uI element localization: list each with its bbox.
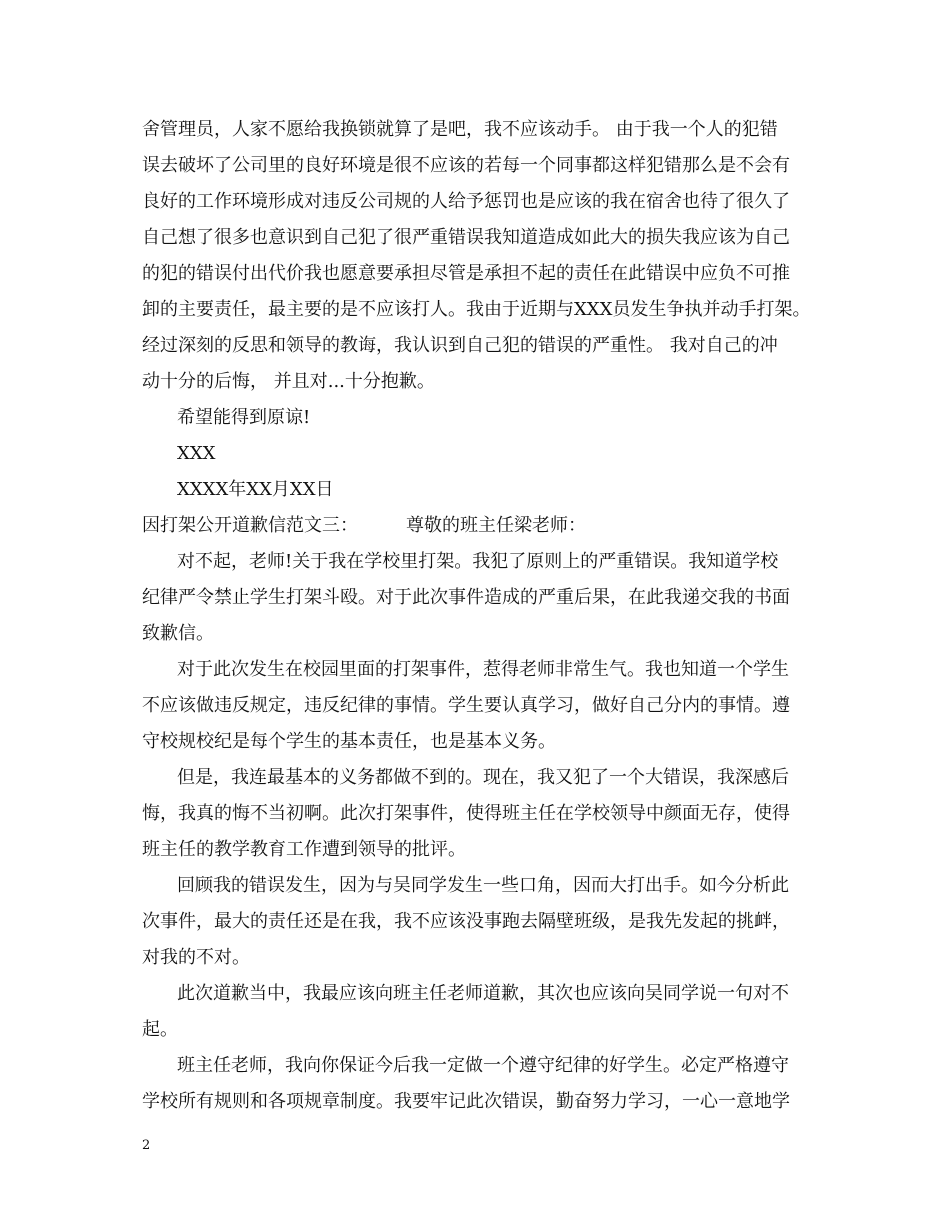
- text-line: 动十分的后悔， 并且对...十分抱歉。: [142, 371, 435, 392]
- closing-hope: 希望能得到原谅!: [177, 407, 311, 428]
- text-line: 但是，我连最基本的义务都做不到的。现在，我又犯了一个大错误，我深感后: [177, 767, 789, 788]
- paragraph: [142, 652, 817, 760]
- text-line: 班主任老师，我向你保证今后我一定做一个遵守纪律的好学生。必定严格遵守: [177, 1055, 789, 1076]
- paragraph: [142, 544, 817, 652]
- text-line: 次事件，最大的责任还是在我，我不应该没事跑去隔壁班级，是我先发起的挑衅，: [142, 911, 790, 932]
- text-line: 学校所有规则和各项规章制度。我要牢记此次错误，勤奋努力学习，一心一意地学: [142, 1091, 790, 1112]
- section-title: 因打架公开道歉信范文三：: [142, 515, 358, 536]
- text-line: 致歉信。: [142, 623, 214, 644]
- text-line: 自己想了很多也意识到自己犯了很严重错误我知道造成如此大的损失我应该为自己: [142, 227, 790, 248]
- text-line: 的犯的错误付出代价我也愿意要承担尽管是承担不起的责任在此错误中应负不可推: [142, 263, 790, 284]
- text-line: 舍管理员，人家不愿给我换锁就算了是吧，我不应该动手。 由于我一个人的犯错: [142, 119, 778, 140]
- text-line: 对于此次发生在校园里面的打架事件，惹得老师非常生气。我也知道一个学生: [177, 659, 789, 680]
- text-line: 对我的不对。: [142, 947, 250, 968]
- text-line: 对不起，老师!关于我在学校里打架。我犯了原则上的严重错误。我知道学校: [177, 551, 779, 572]
- text-line: 守校规校纪是每个学生的基本责任，也是基本义务。: [142, 731, 556, 752]
- text-line: 卸的主要责任，最主要的是不应该打人。我由于近期与XXX员发生争执并动手打架。: [142, 299, 811, 320]
- page-number: 2: [142, 1138, 151, 1153]
- text-line: 不应该做违反规定，违反纪律的事情。学生要认真学习，做好自己分内的事情。遵: [142, 695, 790, 716]
- closing-name: XXX: [177, 443, 216, 464]
- salutation: 尊敬的班主任梁老师：: [406, 515, 586, 536]
- text-line: 班主任的教学教育工作遭到领导的批评。: [142, 839, 466, 860]
- closing-date: XXXX年XX月XX日: [177, 479, 334, 500]
- document-body: [142, 112, 817, 1120]
- text-line: 此次道歉当中，我最应该向班主任老师道歉，其次也应该向吴同学说一句对不: [177, 983, 789, 1004]
- section-heading: [142, 508, 817, 544]
- paragraph: [142, 1048, 817, 1120]
- text-line: 起。: [142, 1019, 178, 1040]
- paragraph: [142, 868, 817, 976]
- paragraph: [142, 976, 817, 1048]
- text-line: 回顾我的错误发生，因为与吴同学发生一些口角，因而大打出手。如今分析此: [177, 875, 789, 896]
- paragraph: [142, 760, 817, 868]
- text-line: 经过深刻的反思和领导的教诲，我认识到自己犯的错误的严重性。 我对自己的冲: [142, 335, 778, 356]
- text-line: 误去破坏了公司里的良好环境是很不应该的若每一个同事都这样犯错那么是不会有: [142, 155, 790, 176]
- text-line: 悔，我真的悔不当初啊。此次打架事件，使得班主任在学校领导中颜面无存，使得: [142, 803, 790, 824]
- text-line: 良好的工作环境形成对违反公司规的人给予惩罚也是应该的我在宿舍也待了很久了: [142, 191, 790, 212]
- text-line: 纪律严令禁止学生打架斗殴。对于此次事件造成的严重后果，在此我递交我的书面: [142, 587, 790, 608]
